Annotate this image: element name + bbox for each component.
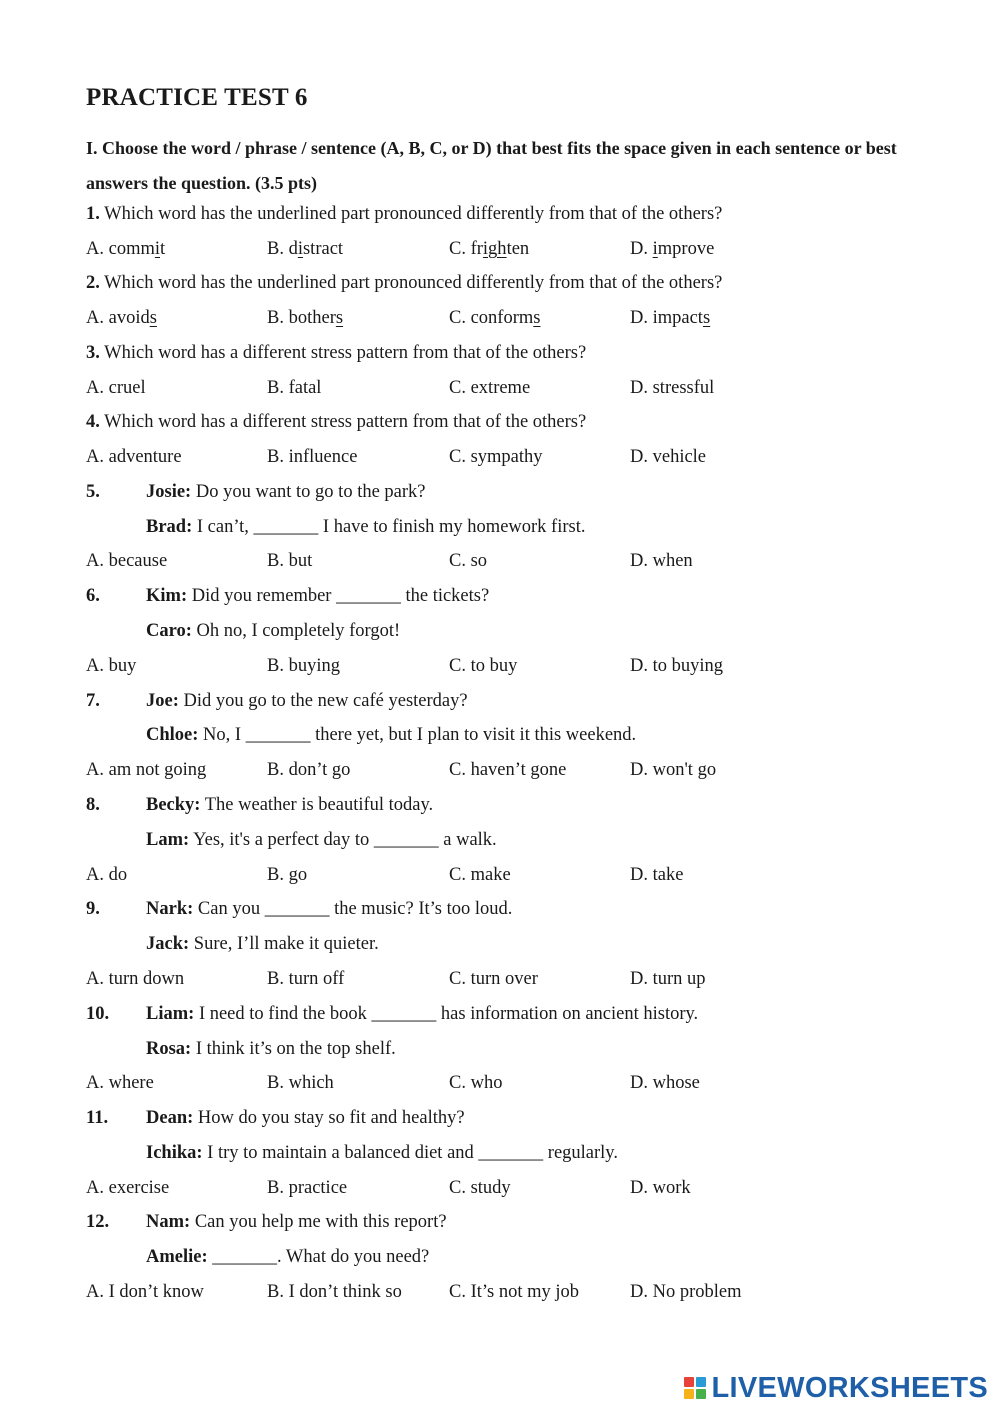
q8-dialogue-line-2: Lam: Yes, it's a perfect day to _______ a walk.: [146, 830, 497, 850]
q12-option-b[interactable]: B. I don’t think so: [267, 1282, 402, 1302]
q1-option-d[interactable]: D. improve: [630, 239, 715, 259]
logo-square-blue-icon: [696, 1377, 706, 1387]
question-text: Which word has a different stress pattern from that of the others?: [104, 343, 587, 363]
q7-dialogue-line-1: Joe: Did you go to the new café yesterday?: [146, 691, 468, 711]
logo-square-yellow-icon: [684, 1389, 694, 1399]
question-10-number: 10.: [86, 1004, 110, 1024]
question-2: [86, 270, 722, 296]
q5-option-c[interactable]: C. so: [449, 551, 488, 571]
q1-option-a[interactable]: A. commit: [86, 239, 166, 259]
question-6-number: 6.: [86, 586, 100, 606]
q7-option-d[interactable]: D. won't go: [630, 760, 717, 780]
q9-dialogue-line-1: Nark: Can you _______ the music? It’s too loud.: [146, 899, 513, 919]
question-text: Which word has a different stress pattern from that of the others?: [104, 412, 587, 432]
q7-option-a[interactable]: A. am not going: [86, 760, 207, 780]
question-7-number: 7.: [86, 691, 100, 711]
question-number: 2.: [86, 273, 100, 293]
q10-option-d[interactable]: D. whose: [630, 1073, 700, 1093]
q12-dialogue-line-1: Nam: Can you help me with this report?: [146, 1212, 447, 1232]
q5-option-a[interactable]: A. because: [86, 551, 168, 571]
question-number: 3.: [86, 343, 100, 363]
q11-dialogue-line-2: Ichika: I try to maintain a balanced diet and _______ regularly.: [146, 1143, 618, 1163]
q10-dialogue-line-1: Liam: I need to find the book _______ has information on ancient history.: [146, 1004, 699, 1024]
q6-dialogue-line-2: Caro: Oh no, I completely forgot!: [146, 621, 401, 641]
logo-square-green-icon: [696, 1389, 706, 1399]
q8-option-c[interactable]: C. make: [449, 865, 511, 885]
q11-option-d[interactable]: D. work: [630, 1178, 691, 1198]
q3-option-d[interactable]: D. stressful: [630, 378, 715, 398]
q9-option-b[interactable]: B. turn off: [267, 969, 345, 989]
section-instruction: I. Choose the word / phrase / sentence (A, B, C, or D) that best fits the space given in each sentence or best answers the question. (3.5 pts): [86, 138, 897, 193]
q12-option-c[interactable]: C. It’s not my job: [449, 1282, 580, 1302]
liveworksheets-logo-icon: [684, 1377, 706, 1399]
q4-option-b[interactable]: B. influence: [267, 447, 358, 467]
q4-option-a[interactable]: A. adventure: [86, 447, 182, 467]
question-number: 4.: [86, 412, 100, 432]
q10-dialogue-line-2: Rosa: I think it’s on the top shelf.: [146, 1039, 396, 1059]
q5-option-b[interactable]: B. but: [267, 551, 313, 571]
q11-option-b[interactable]: B. practice: [267, 1178, 348, 1198]
q7-option-c[interactable]: C. haven’t gone: [449, 760, 567, 780]
q12-option-d[interactable]: D. No problem: [630, 1282, 742, 1302]
q4-option-d[interactable]: D. vehicle: [630, 447, 707, 467]
q5-dialogue-line-1: Josie: Do you want to go to the park?: [146, 482, 426, 502]
q8-option-b[interactable]: B. go: [267, 865, 308, 885]
logo-square-red-icon: [684, 1377, 694, 1387]
q1-option-c[interactable]: C. frighten: [449, 239, 530, 259]
page-title: PRACTICE TEST 6: [86, 84, 308, 111]
q5-dialogue-line-2: Brad: I can’t, _______ I have to finish my homework first.: [146, 517, 586, 537]
q8-option-a[interactable]: A. do: [86, 865, 128, 885]
q9-option-d[interactable]: D. turn up: [630, 969, 706, 989]
question-1: [86, 201, 722, 227]
q4-option-c[interactable]: C. sympathy: [449, 447, 543, 467]
q5-option-d[interactable]: D. when: [630, 551, 693, 571]
q7-dialogue-line-2: Chloe: No, I _______ there yet, but I plan to visit it this weekend.: [146, 725, 637, 745]
question-text: Which word has the underlined part pronounced differently from that of the others?: [104, 204, 723, 224]
q9-dialogue-line-2: Jack: Sure, I’ll make it quieter.: [146, 934, 379, 954]
question-text: Which word has the underlined part pronounced differently from that of the others?: [104, 273, 723, 293]
q6-option-a[interactable]: A. buy: [86, 656, 137, 676]
q9-option-a[interactable]: A. turn down: [86, 969, 185, 989]
question-4: [86, 409, 586, 435]
q10-option-c[interactable]: C. who: [449, 1073, 503, 1093]
question-9-number: 9.: [86, 899, 100, 919]
q8-option-d[interactable]: D. take: [630, 865, 684, 885]
q2-option-a[interactable]: A. avoids: [86, 308, 157, 328]
liveworksheets-logo[interactable]: [684, 1370, 989, 1406]
q12-option-a[interactable]: A. I don’t know: [86, 1282, 204, 1302]
q2-option-d[interactable]: D. impacts: [630, 308, 711, 328]
q2-option-c[interactable]: C. conforms: [449, 308, 541, 328]
logo-text: LIVEWORKSHEETS: [711, 1371, 988, 1404]
question-12-number: 12.: [86, 1212, 110, 1232]
q2-option-b[interactable]: B. bothers: [267, 308, 344, 328]
q3-option-c[interactable]: C. extreme: [449, 378, 531, 398]
q11-option-c[interactable]: C. study: [449, 1178, 511, 1198]
q10-option-a[interactable]: A. where: [86, 1073, 154, 1093]
q6-option-b[interactable]: B. buying: [267, 656, 340, 676]
question-11-number: 11.: [86, 1108, 109, 1128]
q11-option-a[interactable]: A. exercise: [86, 1178, 170, 1198]
question-number: 1.: [86, 204, 100, 224]
q3-option-a[interactable]: A. cruel: [86, 378, 146, 398]
q12-dialogue-line-2: Amelie: _______. What do you need?: [146, 1247, 430, 1267]
q6-option-d[interactable]: D. to buying: [630, 656, 724, 676]
q1-option-b[interactable]: B. distract: [267, 239, 344, 259]
q9-option-c[interactable]: C. turn over: [449, 969, 538, 989]
q8-dialogue-line-1: Becky: The weather is beautiful today.: [146, 795, 434, 815]
question-8-number: 8.: [86, 795, 100, 815]
question-5-number: 5.: [86, 482, 100, 502]
q11-dialogue-line-1: Dean: How do you stay so fit and healthy?: [146, 1108, 465, 1128]
q6-option-c[interactable]: C. to buy: [449, 656, 518, 676]
q7-option-b[interactable]: B. don’t go: [267, 760, 351, 780]
q6-dialogue-line-1: Kim: Did you remember _______ the tickets?: [146, 586, 490, 606]
q10-option-b[interactable]: B. which: [267, 1073, 334, 1093]
question-3: [86, 340, 586, 366]
q3-option-b[interactable]: B. fatal: [267, 378, 322, 398]
